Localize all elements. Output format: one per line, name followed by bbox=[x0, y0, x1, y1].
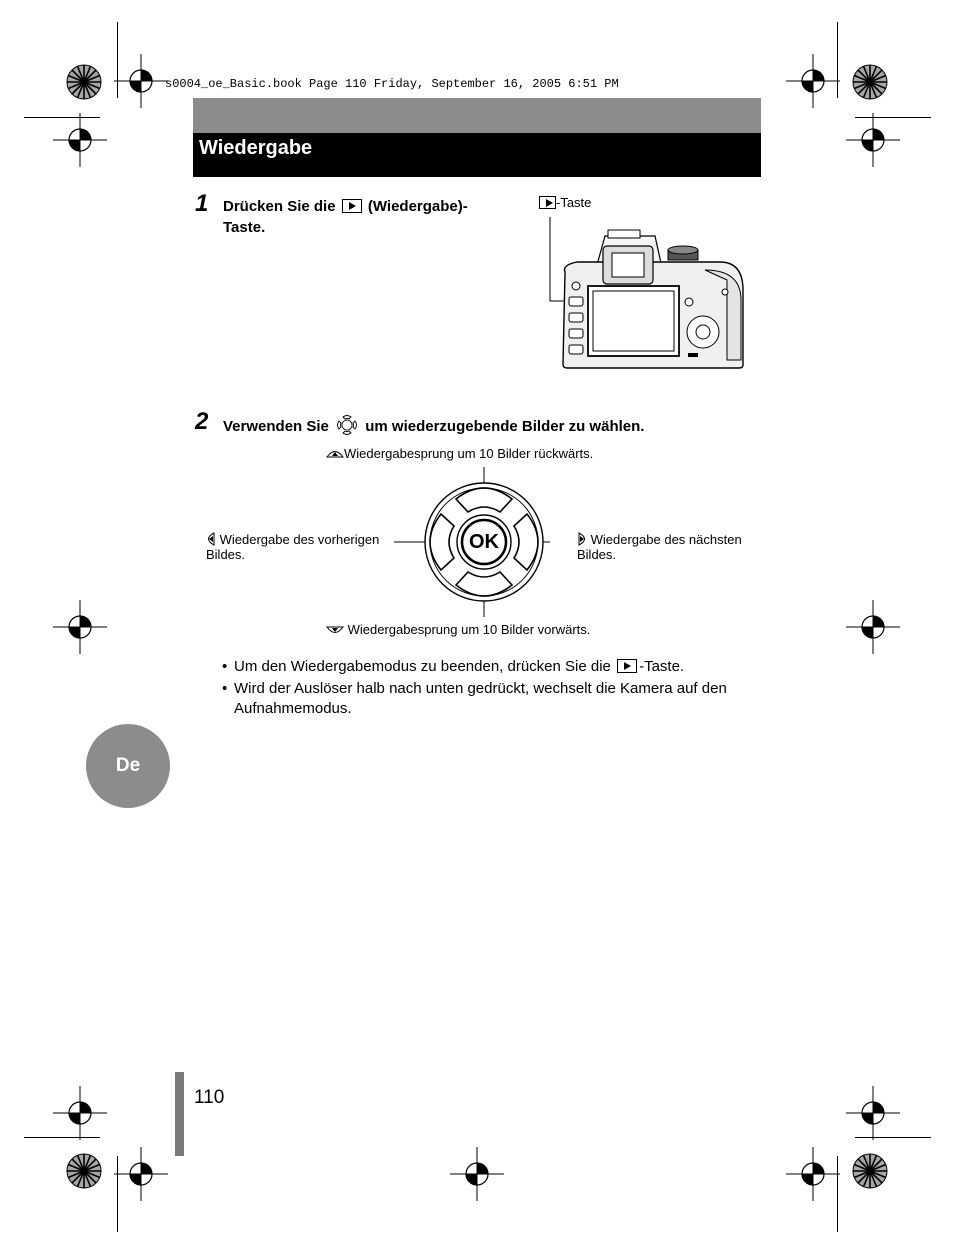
page-number: 110 bbox=[194, 1087, 225, 1108]
page-number-bar bbox=[175, 1072, 184, 1156]
play-button-icon bbox=[539, 196, 556, 209]
play-button-icon bbox=[617, 659, 637, 673]
dial-down-caption bbox=[326, 622, 590, 637]
step-2-number: 2 bbox=[195, 408, 209, 435]
step-1-text-line2: Taste. bbox=[223, 219, 266, 236]
step-1-callout-label: -Taste bbox=[556, 195, 592, 210]
arrow-pad-icon bbox=[335, 413, 359, 437]
language-tab: De bbox=[86, 724, 170, 808]
dial-right-label-line1: Wiedergabe des nächsten bbox=[590, 532, 742, 547]
notes-list bbox=[222, 657, 782, 719]
dial-left-caption bbox=[206, 532, 379, 562]
section-title: Wiedergabe bbox=[199, 137, 313, 159]
note-2-line1: Wird der Auslöser halb nach unten gedrückt, wechselt die Kamera auf den bbox=[234, 680, 727, 697]
play-button-icon bbox=[342, 199, 362, 213]
camera-illustration bbox=[545, 210, 750, 375]
note-item bbox=[222, 679, 782, 719]
dial-right-label-line2: Bildes. bbox=[577, 547, 617, 562]
dial-right-caption bbox=[577, 532, 742, 562]
dial-down-label: Wiedergabesprung um 10 Bilder vorwärts. bbox=[347, 622, 591, 637]
step-2-text-after: um wiederzugebende Bilder zu wählen. bbox=[365, 418, 645, 435]
dial-left-label-line2: Bildes. bbox=[206, 547, 246, 562]
dial-left-label-line1: Wiedergabe des vorherigen bbox=[219, 532, 380, 547]
arrow-down-icon bbox=[326, 625, 344, 635]
step-1-text-before: Drücken Sie die bbox=[223, 198, 336, 215]
note-1-before: Um den Wiedergabemodus zu beenden, drücken Sie die bbox=[234, 658, 611, 675]
step-1-number: 1 bbox=[195, 190, 209, 217]
step-2-text-before: Verwenden Sie bbox=[223, 418, 329, 435]
arrow-left-icon bbox=[206, 532, 216, 546]
ok-button-label: OK bbox=[469, 531, 499, 553]
note-2-line2: Aufnahmemodus. bbox=[234, 700, 352, 717]
note-1-after: -Taste. bbox=[639, 658, 685, 675]
arrow-up-icon bbox=[326, 449, 344, 459]
step-1-callout bbox=[539, 195, 591, 210]
arrow-right-icon bbox=[577, 532, 587, 546]
print-header: s0004_oe_Basic.book Page 110 Friday, September 16, 2005 6:51 PM bbox=[165, 77, 619, 91]
step-1-text bbox=[223, 196, 513, 238]
header-band bbox=[193, 98, 761, 133]
note-item bbox=[222, 657, 782, 677]
step-1-text-after: (Wiedergabe)- bbox=[367, 198, 468, 215]
dial-up-caption bbox=[326, 446, 593, 461]
step-2-text bbox=[223, 413, 644, 437]
dial-up-label: Wiedergabesprung um 10 Bilder rückwärts. bbox=[344, 446, 594, 461]
